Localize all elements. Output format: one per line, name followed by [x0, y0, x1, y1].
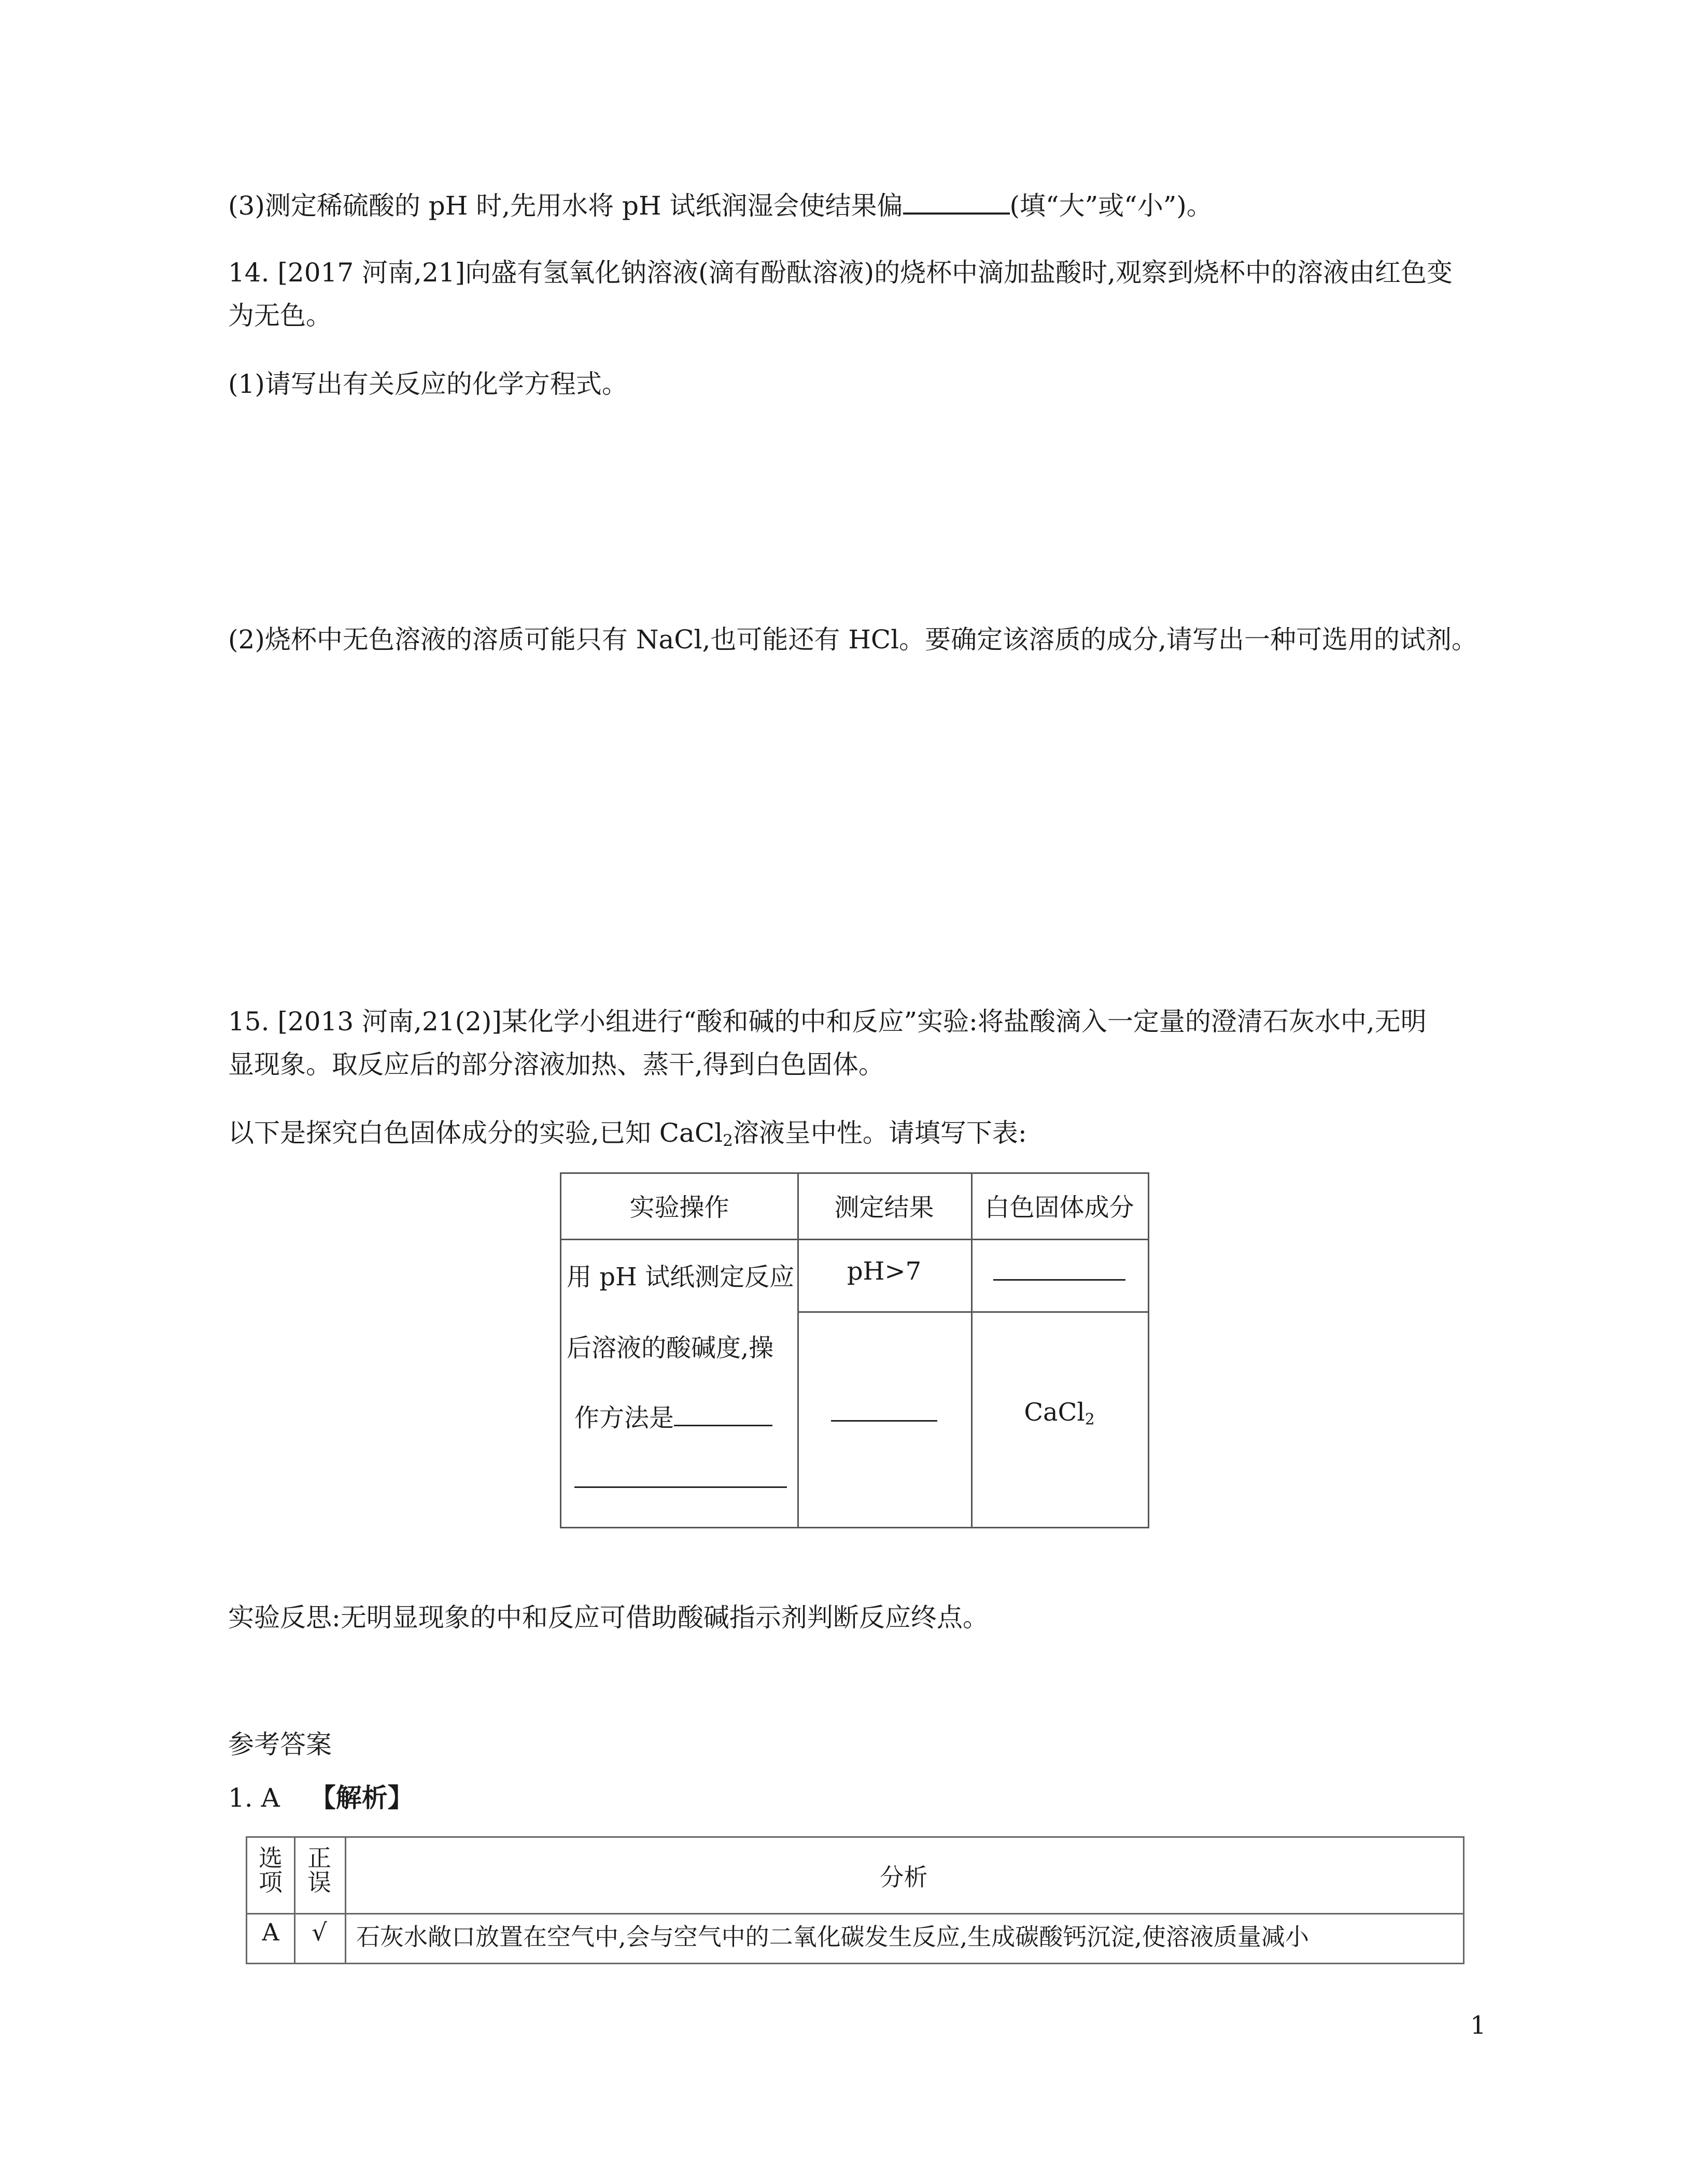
q15-stem-line2: 显现象。取反应后的部分溶液加热、蒸干,得到白色固体。: [228, 1050, 884, 1080]
q15-stem-line1: 15. [2013 河南,21(2)]某化学小组进行“酸和碱的中和反应”实验:将盐酸滴入一定量的澄清石灰水中,无明: [228, 1006, 1427, 1037]
answer-1: [228, 1782, 414, 1814]
operation-blank-line: [574, 1464, 787, 1494]
answers-heading: 参考答案: [228, 1729, 332, 1760]
q13-part3-text: (3)测定稀硫酸的 pH 时,先用水将 pH 试纸润湿会使结果偏: [228, 191, 903, 221]
q14-part2: (2)烧杯中无色溶液的溶质可能只有 NaCl,也可能还有 HCl。要确定该溶质的成分,请写出一种可选用的试剂。: [228, 625, 1478, 655]
header-correct: [294, 1846, 345, 1895]
answer-blank[interactable]: [903, 189, 1010, 215]
q15-reflection: 实验反思:无明显现象的中和反应可借助酸碱指示剂判断反应终点。: [228, 1602, 989, 1633]
q14-stem-line1: 14. [2017 河南,21]向盛有氢氧化钠溶液(滴有酚酞溶液)的烧杯中滴加盐酸时,观察到烧杯中的溶液由红色变: [228, 258, 1453, 288]
subscript: 2: [1085, 1410, 1095, 1429]
q15-intro: [228, 1117, 1027, 1151]
operation-line-with-blank: [574, 1398, 772, 1434]
q15-intro-text: 以下是探究白色固体成分的实验,已知 CaCl: [228, 1118, 723, 1148]
table-divider: [247, 1913, 1463, 1914]
header-component: 白色固体成分: [984, 1193, 1134, 1222]
table-divider: [797, 1311, 1148, 1313]
page-number: 1: [1470, 2011, 1486, 2040]
q15-intro-text-end: 溶液呈中性。请填写下表:: [733, 1118, 1027, 1148]
operation-line: 后溶液的酸碱度,操: [567, 1334, 774, 1363]
answer-blank[interactable]: [993, 1257, 1125, 1281]
table-divider: [561, 1239, 1148, 1240]
header-analysis: 分析: [880, 1863, 928, 1891]
subscript: 2: [723, 1131, 733, 1150]
q14-stem-line2: 为无色。: [228, 301, 332, 331]
header-option-char: 项: [259, 1868, 283, 1896]
answer-1-label: 1. A: [228, 1783, 280, 1813]
header-option-char: 选: [259, 1844, 283, 1872]
component-formula: CaCl: [1024, 1398, 1085, 1427]
answer-blank[interactable]: [574, 1464, 787, 1488]
analysis-table: [246, 1836, 1464, 1964]
table-divider: [797, 1174, 799, 1527]
operation-line: 作方法是: [574, 1403, 674, 1433]
row-analysis: 石灰水敞口放置在空气中,会与空气中的二氧化碳发生反应,生成碳酸钙沉淀,使溶液质量减小: [356, 1923, 1309, 1951]
answer-blank[interactable]: [674, 1402, 772, 1426]
header-result: 测定结果: [834, 1193, 934, 1222]
table-divider: [971, 1174, 973, 1527]
q13-part3-hint: (填“大”或“小”)。: [1009, 191, 1213, 221]
operation-line: 用 pH 试纸测定反应: [567, 1263, 795, 1292]
q14-part1: (1)请写出有关反应的化学方程式。: [228, 369, 628, 399]
header-correct-char: 误: [307, 1868, 331, 1896]
header-operation: 实验操作: [629, 1193, 729, 1222]
row-option: A: [262, 1918, 279, 1946]
table-divider: [345, 1838, 346, 1963]
experiment-table: [560, 1172, 1149, 1528]
result-row1: pH>7: [847, 1257, 922, 1286]
result-row2-blank-cell: [797, 1398, 971, 1428]
header-correct-char: 正: [307, 1844, 331, 1872]
component-row2: [971, 1398, 1148, 1428]
header-option: [247, 1846, 294, 1895]
answer-blank[interactable]: [831, 1398, 937, 1422]
answer-1-tag: 【解析】: [309, 1782, 414, 1813]
q13-part3: [228, 189, 1213, 222]
component-row1-blank-cell: [971, 1257, 1148, 1287]
row-mark: √: [312, 1918, 327, 1946]
